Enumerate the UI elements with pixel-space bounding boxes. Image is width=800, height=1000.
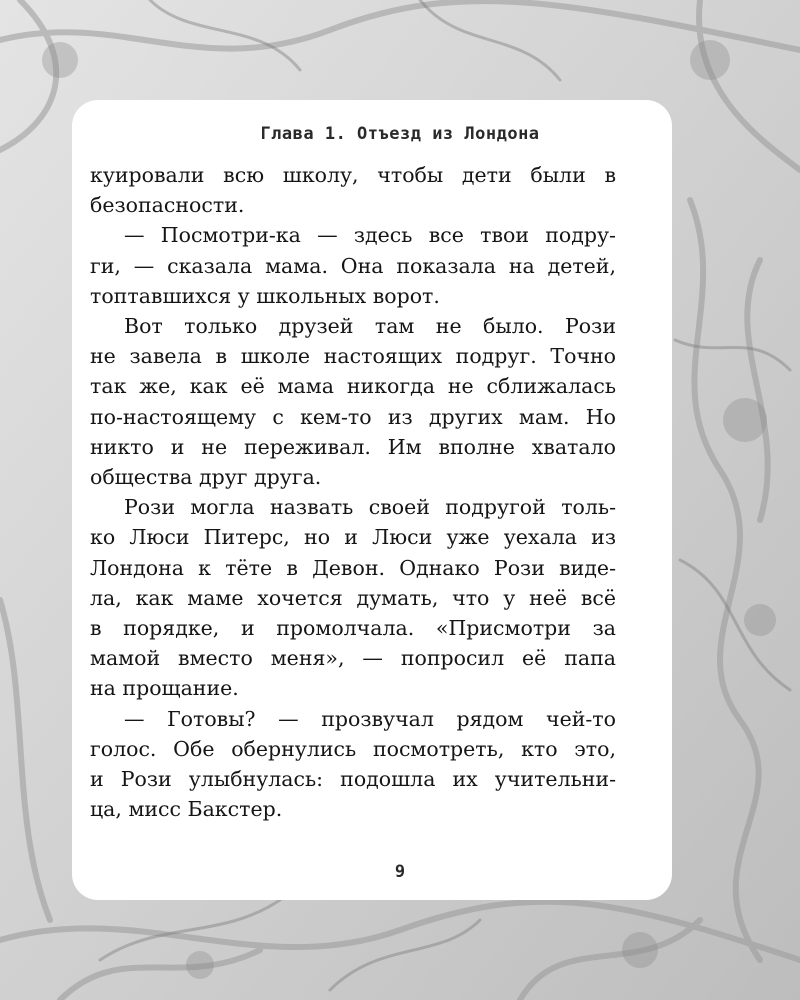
paragraph-2 <box>90 220 616 311</box>
text-line: ла, как маме хочется думать, что у неё всё <box>90 585 616 610</box>
text-line: никто и не переживал. Им вполне хватало <box>90 434 616 459</box>
page-number: 9 <box>394 862 406 882</box>
paragraph-4 <box>90 492 616 703</box>
text-line: не завела в школе настоящих подруг. Точно <box>90 344 616 369</box>
text-line: безопасности. <box>90 193 245 218</box>
paragraph-5 <box>90 704 616 825</box>
text-line: общества друг друга. <box>90 465 322 490</box>
text-line: топтавшихся у школьных ворот. <box>90 283 440 308</box>
text-line: — Посмотри-ка — здесь все твои подру- <box>124 223 616 248</box>
paragraph-3 <box>90 311 616 492</box>
text-line: на прощание. <box>90 676 239 701</box>
text-line: ко Люси Питерс, но и Люси уже уехала из <box>90 525 616 550</box>
body-text <box>90 160 616 824</box>
running-head: Глава 1. Отъезд из Лондона <box>260 124 540 144</box>
text-line: куировали всю школу, чтобы дети были в <box>90 163 616 187</box>
text-line: ги, — сказала мама. Она показала на детей, <box>90 253 616 278</box>
text-line: Рози могла назвать своей подругой толь- <box>124 495 616 520</box>
text-line: голос. Обе обернулись посмотреть, кто это, <box>90 736 616 761</box>
text-line: Вот только друзей там не было. Рози <box>124 314 616 339</box>
text-line: Лондона к тёте в Девон. Однако Рози виде- <box>90 555 616 580</box>
text-line: — Готовы? — прозвучал рядом чей-то <box>124 706 616 731</box>
paragraph-1 <box>90 160 616 220</box>
text-line: мамой вместо меня», — попросил её папа <box>90 646 616 671</box>
text-line: ца, мисс Бакстер. <box>90 797 283 822</box>
text-line: в порядке, и промолчала. «Присмотри за <box>90 616 616 641</box>
text-line: так же, как её мама никогда не сближалась <box>90 374 616 399</box>
text-line: и Рози улыбнулась: подошла их учительни- <box>90 767 616 792</box>
text-line: по-настоящему с кем-то из других мам. Но <box>90 404 616 429</box>
